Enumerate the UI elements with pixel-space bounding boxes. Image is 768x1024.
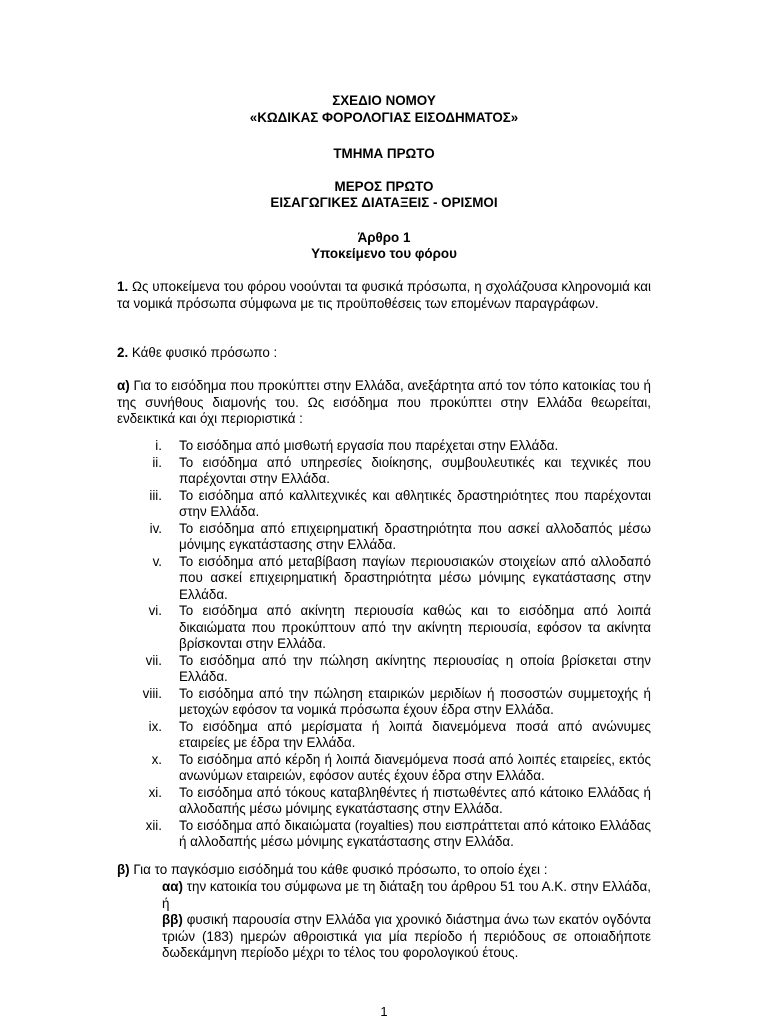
clause-label: αα) bbox=[162, 879, 183, 894]
list-item-number: iii. bbox=[149, 487, 162, 503]
paragraph-number: 2. bbox=[117, 345, 129, 360]
list-item-number: ix. bbox=[148, 718, 162, 734]
list-item bbox=[117, 653, 651, 686]
list-item-text: Το εισόδημα από μερίσματα ή λοιπά διανεμόμενα ποσά από ανώνυμες εταιρείες με έδρα την Ελλάδα. bbox=[179, 718, 651, 750]
part-heading: ΤΜΗΜΑ ΠΡΩΤΟ bbox=[333, 146, 435, 161]
subparagraph-b bbox=[117, 862, 651, 879]
list-item bbox=[117, 686, 651, 719]
list-item bbox=[117, 818, 651, 851]
paragraph-2 bbox=[117, 345, 651, 362]
list-item-text: Το εισόδημα από τόκους καταβληθέντες ή πιστωθέντες από κάτοικο Ελλάδας ή αλλοδαπής μέσω μόνιμης εγκατάστασης στην Ελλάδα. bbox=[179, 784, 651, 816]
list-item-text: Το εισόδημα από την πώληση εταιρικών μεριδίων ή ποσοστών συμμετοχής ή μετοχών εφόσον τα νομικά πρόσωπα έχουν έδρα στην Ελλάδα. bbox=[179, 685, 651, 717]
paragraph-number: 1. bbox=[117, 279, 129, 294]
list-item-number: ii. bbox=[152, 454, 162, 470]
list-item-number: vi. bbox=[148, 603, 162, 618]
section-title: ΕΙΣΑΓΩΓΙΚΕΣ ΔΙΑΤΑΞΕΙΣ - ΟΡΙΣΜΟΙ bbox=[270, 195, 498, 210]
clause-text: την κατοικία του σύμφωνα με τη διάταξη του άρθρου 51 του Α.Κ. στην Ελλάδα, ή bbox=[162, 879, 651, 911]
clause-bb bbox=[162, 912, 651, 962]
clause-aa bbox=[162, 879, 651, 912]
list-item-text: Το εισόδημα από δικαιώματα (royalties) που εισπράττεται από κάτοικο Ελλάδας ή αλλοδαπής μέσω μόνιμης εγκατάστασης στην Ελλάδα. bbox=[179, 817, 651, 849]
list-item bbox=[117, 785, 651, 818]
list-item-number: i. bbox=[155, 438, 162, 453]
list-item bbox=[117, 752, 651, 785]
paragraph-text: Κάθε φυσικό πρόσωπο : bbox=[128, 345, 278, 360]
list-item bbox=[117, 554, 651, 604]
subparagraph-label: β) bbox=[117, 862, 130, 877]
list-item bbox=[117, 488, 651, 521]
list-item-text: Το εισόδημα από μισθωτή εργασία που παρέχεται στην Ελλάδα. bbox=[179, 438, 559, 453]
paragraph-1 bbox=[117, 279, 651, 312]
list-item-number: viii. bbox=[142, 685, 162, 701]
list-item bbox=[117, 455, 651, 488]
list-item-number: vii. bbox=[145, 652, 162, 668]
subparagraph-text: Για το εισόδημα που προκύπτει στην Ελλάδα, ανεξάρτητα από τον τόπο κατοικίας του ή της συνήθους διαμονής του. Ως εισόδημα που προκύπτει στην Ελλάδα θεωρείται, ενδεικτικά και όχι περιοριστικά : bbox=[117, 378, 651, 426]
list-item-text: Το εισόδημα από υπηρεσίες διοίκησης, συμβουλευτικές και τεχνικές που παρέχονται στην Ελλάδα. bbox=[179, 454, 651, 486]
clause-label: ββ) bbox=[162, 912, 183, 927]
article-heading: Άρθρο 1 bbox=[357, 230, 411, 245]
document-title: ΣΧΕΔΙΟ ΝΟΜΟΥ bbox=[332, 93, 436, 108]
list-item-number: x. bbox=[151, 751, 162, 767]
article-title: Υποκείμενο του φόρου bbox=[311, 246, 457, 261]
clause-text: φυσική παρουσία στην Ελλάδα για χρονικό διάστημα άνω των εκατόν ογδόντα τριών (183) ημερών αθροιστικά για μία περίοδο ή περιόδους σε οποιαδήποτε δωδεκάμηνη περίοδο μέχρι το τέλος του φορολογικού έτους. bbox=[162, 912, 651, 960]
section-heading: ΜΕΡΟΣ ΠΡΩΤΟ bbox=[334, 179, 434, 194]
list-item-text: Το εισόδημα από κέρδη ή λοιπά διανεμόμενα ποσά από λοιπές εταιρείες, εκτός ανωνύμων εταιρειών, εφόσον αυτές έχουν έδρα στην Ελλάδα. bbox=[179, 751, 651, 783]
list-item bbox=[117, 438, 651, 455]
list-item-number: iv. bbox=[149, 520, 162, 536]
subparagraph-label: α) bbox=[117, 378, 130, 393]
list-item-text: Το εισόδημα από επιχειρηματική δραστηριότητα που ασκεί αλλοδαπός μέσω μόνιμης εγκατάστασης στην Ελλάδα. bbox=[179, 520, 651, 552]
list-item-number: xi. bbox=[148, 784, 162, 800]
list-item-text: Το εισόδημα από μεταβίβαση παγίων περιουσιακών στοιχείων από αλλοδαπό που ασκεί επιχειρηματική δραστηριότητα μέσω μόνιμης εγκατάστασης στην Ελλάδα. bbox=[179, 553, 651, 602]
list-item-text: Το εισόδημα από καλλιτεχνικές και αθλητικές δραστηριότητες που παρέχονται στην Ελλάδα. bbox=[179, 487, 651, 519]
list-item-number: xii. bbox=[145, 817, 162, 833]
subparagraph-a bbox=[117, 378, 651, 428]
paragraph-text: Ως υποκείμενα του φόρου νοούνται τα φυσικά πρόσωπα, η σχολάζουσα κληρονομιά και τα νομικά πρόσωπα σύμφωνα με τις προϋποθέσεις των επομένων παραγράφων. bbox=[117, 279, 651, 311]
list-item-text: Το εισόδημα από την πώληση ακίνητης περιουσίας η οποία βρίσκεται στην Ελλάδα. bbox=[179, 652, 651, 684]
list-item bbox=[117, 603, 651, 653]
list-item-number: v. bbox=[152, 553, 162, 569]
subparagraph-text: Για το παγκόσμιο εισόδημά του κάθε φυσικό πρόσωπο, το οποίο έχει : bbox=[129, 862, 548, 877]
list-item bbox=[117, 719, 651, 752]
income-list bbox=[117, 438, 651, 851]
list-item-text: Το εισόδημα από ακίνητη περιουσία καθώς και το εισόδημα από λοιπά δικαιώματα που προκύπτουν από την ακίνητη περιουσία, εφόσον τα ακίνητα βρίσκονται στην Ελλάδα. bbox=[179, 603, 651, 651]
document-subtitle: «ΚΩΔΙΚΑΣ ΦΟΡΟΛΟΓΙΑΣ ΕΙΣΟΔΗΜΑΤΟΣ» bbox=[249, 110, 519, 125]
list-item bbox=[117, 521, 651, 554]
page-number: 1 bbox=[380, 1004, 388, 1019]
